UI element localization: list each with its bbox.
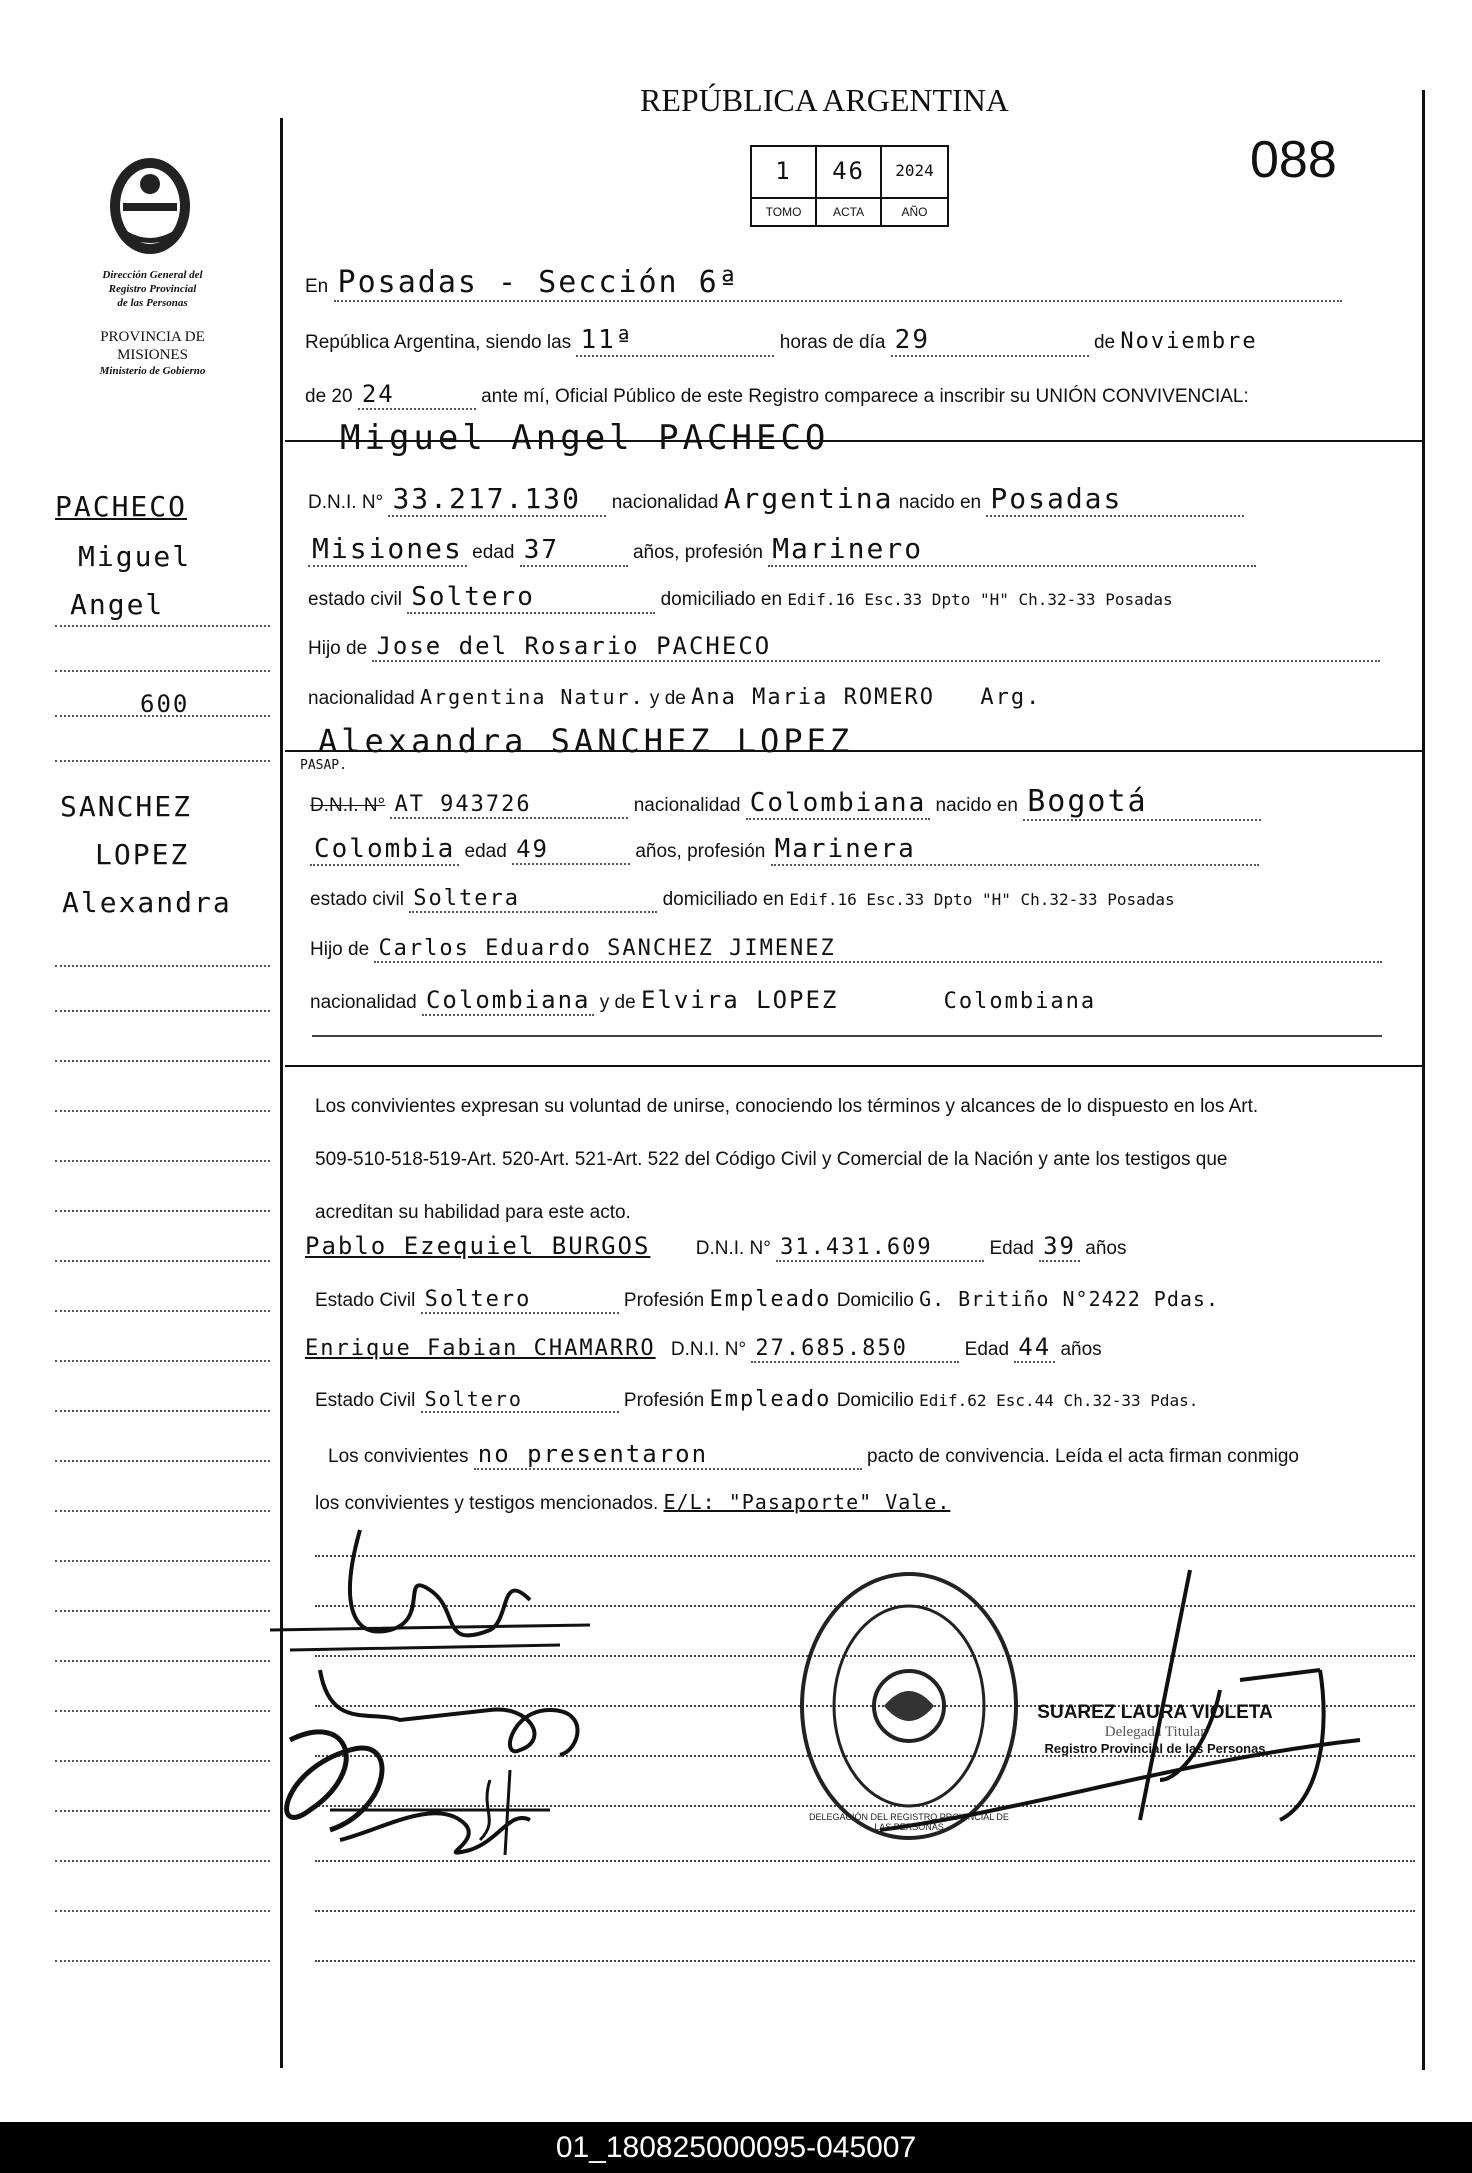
right-frame-line [1422, 90, 1425, 2070]
w1-civil: Soltero [421, 1287, 619, 1314]
w1-years-label: años [1085, 1238, 1127, 1259]
declaration-line-3: acreditan su habilidad para este acto. [315, 1202, 631, 1223]
p2-dni-value: AT 943726 [390, 792, 628, 819]
p2-birthplace2: Colombia [310, 834, 459, 866]
p2-dom-label: domiciliado en [662, 889, 785, 910]
official-registry: Registro Provincial de las Personas [1044, 1741, 1266, 1756]
p1-line-1 [308, 482, 1244, 517]
p2-age-label: edad [464, 841, 507, 862]
p2-nat2-label: nacionalidad [310, 992, 417, 1013]
margin-line [55, 1360, 270, 1362]
p1-line-3 [308, 582, 1173, 614]
w2-dni: 27.685.850 [751, 1336, 959, 1363]
intro-line-1 [305, 265, 1415, 302]
closing-presented: no presentaron [474, 1440, 862, 1470]
margin-line [55, 1410, 270, 1412]
declaration-line-2: 509-510-518-519-Art. 520-Art. 521-Art. 522 del Código Civil y Comercial de la Nación y ante los testigos que [315, 1149, 1228, 1170]
person2-full-name: Alexandra SANCHEZ LOPEZ [318, 722, 854, 760]
w1-civil-label: Estado Civil [315, 1290, 416, 1311]
w1-dni-label: D.N.I. N° [695, 1238, 771, 1259]
w2-line-1 [305, 1333, 1102, 1363]
p2-mother-nat: Colombiana [943, 989, 1097, 1014]
p2-nat-label: nacionalidad [633, 795, 741, 816]
country-title: REPÚBLICA ARGENTINA [640, 82, 1009, 118]
acta-cell [817, 147, 882, 225]
w1-line-2 [315, 1287, 1219, 1314]
divider-3 [285, 1065, 1425, 1067]
p1-line-5 [308, 685, 1041, 710]
p1-nat-label: nacionalidad [611, 492, 719, 513]
month-value: Noviembre [1120, 329, 1258, 354]
margin-line [55, 1960, 270, 1962]
w2-name: Enrique Fabian CHAMARRO [305, 1336, 656, 1361]
place-value: Posadas - Sección 6ª [334, 265, 1342, 302]
official-signature-icon [880, 1560, 1400, 1880]
p2-profession: Marinera [771, 834, 1259, 866]
official-title: Delegada Titular [1104, 1724, 1206, 1740]
en-label: En [305, 276, 329, 297]
w2-age-label: Edad [964, 1339, 1010, 1360]
year-value: 24 [358, 380, 476, 410]
acta-value: 46 [832, 157, 865, 185]
signature-line [315, 1960, 1415, 1962]
p2-civil-label: estado civil [310, 889, 404, 910]
w1-profession: Empleado [709, 1287, 832, 1312]
p1-profession: Marinero [768, 532, 1256, 567]
footer-code: 01_180825000095-045007 [0, 2122, 1472, 2173]
margin-p1-surname: PACHECO [55, 490, 188, 523]
margin-line [55, 760, 270, 762]
w2-domicile: Edif.62 Esc.44 Ch.32-33 Pdas. [919, 1391, 1199, 1410]
p2-dni-label: D.N.I. N° [310, 795, 386, 816]
de-label: de [1093, 332, 1116, 353]
province-line-1: PROVINCIA DE [100, 329, 205, 345]
p1-son-label: Hijo de [308, 638, 368, 659]
w1-domicile: G. Britiño N°2422 Pdas. [919, 1287, 1220, 1311]
w1-line-1 [305, 1232, 1126, 1262]
closing-note: E/L: "Pasaporte" Vale. [663, 1490, 951, 1514]
margin-line [55, 965, 270, 967]
w1-dni: 31.431.609 [776, 1235, 984, 1262]
intro-text: ante mí, Oficial Público de este Registro comparece a inscribir su UNIÓN CONVIVENCIAL: [481, 386, 1249, 407]
p1-prof-label: años, profesión [632, 542, 763, 563]
declaration-line-1: Los convivientes expresan su voluntad de unirse, conociendo los términos y alcances de lo dispuesto en los Art. [315, 1096, 1259, 1117]
republica-label: República Argentina, siendo las [305, 332, 572, 353]
margin-p2-surname1: SANCHEZ [60, 790, 193, 823]
p1-born-label: nacido en [898, 492, 982, 513]
p2-birthplace: Bogotá [1023, 784, 1261, 821]
closing-line-1 [328, 1440, 1299, 1470]
signature-line [315, 1910, 1415, 1912]
p1-father: Jose del Rosario PACHECO [372, 632, 1380, 662]
closing-prefix: Los convivientes [328, 1446, 469, 1467]
w2-civil-label: Estado Civil [315, 1390, 416, 1411]
p1-line-4 [308, 632, 1380, 662]
margin-p2-surname2: LOPEZ [95, 838, 190, 871]
p1-and-label: y de [649, 688, 686, 709]
margin-line [55, 670, 270, 672]
p1-mother-nat: Arg. [980, 685, 1042, 710]
p2-son-label: Hijo de [310, 939, 370, 960]
tomo-label: TOMO [752, 197, 815, 225]
logo-line-1: Dirección General del [102, 269, 203, 281]
year-prefix: de 20 [305, 386, 353, 407]
intro-line-2 [305, 325, 1258, 357]
anio-label: AÑO [882, 197, 947, 225]
province-line-2: MISIONES [117, 347, 188, 363]
p2-line-4 [310, 936, 1382, 963]
hour-value: 11ª [576, 325, 774, 357]
margin-line [55, 1160, 270, 1162]
anio-cell [882, 147, 947, 225]
w1-dom-label: Domicilio [836, 1290, 914, 1311]
p2-prof-label: años, profesión [635, 841, 766, 862]
w2-prof-label: Profesión [623, 1390, 705, 1411]
p2-pasap-note: PASAP. [300, 758, 347, 773]
p1-birthplace: Posadas [986, 482, 1244, 517]
margin-line [55, 625, 270, 627]
w2-profession: Empleado [709, 1387, 832, 1412]
p1-civil: Soltero [407, 582, 655, 614]
p2-line-1 [310, 784, 1261, 821]
p1-birthplace2: Misiones [308, 532, 467, 567]
p1-domicile: Edif.16 Esc.33 Dpto "H" Ch.32-33 Posadas [787, 590, 1173, 609]
closing-line2: los convivientes y testigos mencionados. [315, 1493, 659, 1514]
p1-age-label: edad [472, 542, 515, 563]
p1-nationality: Argentina [723, 482, 894, 515]
document-number: 088 [1250, 131, 1337, 189]
seal-text: DELEGACIÓN DEL REGISTRO PROVINCIAL DE LAS PERSONAS [809, 1812, 1009, 1832]
p1-age: 37 [520, 535, 628, 567]
official-name: SUAREZ LAURA VIOLETA [1037, 1702, 1273, 1723]
person1-full-name: Miguel Angel PACHECO [340, 418, 830, 458]
w2-line-2 [315, 1387, 1198, 1413]
anio-value: 2024 [895, 161, 934, 180]
intro-line-3 [305, 380, 1249, 410]
p2-civil: Soltera [409, 886, 657, 913]
tomo-value: 1 [775, 157, 792, 185]
p2-nationality: Colombiana [746, 788, 931, 820]
p2-mother: Elvira LOPEZ [640, 986, 839, 1014]
p2-born-label: nacido en [935, 795, 1018, 816]
w1-name: Pablo Ezequiel BURGOS [305, 1232, 651, 1260]
declaration-block [315, 1080, 1415, 1239]
tomo-acta-box [750, 145, 949, 227]
p1-mother: Ana Maria ROMERO [691, 685, 936, 710]
p2-and-label: y de [599, 992, 636, 1013]
margin-line [55, 1010, 270, 1012]
p1-father-nat: Argentina Natur. [419, 685, 645, 709]
margin-line [55, 1210, 270, 1212]
logo-line-3: de las Personas [117, 297, 188, 309]
p2-line-5 [310, 986, 1096, 1014]
closing-suffix: pacto de convivencia. Leída el acta firman conmigo [867, 1446, 1300, 1467]
w1-prof-label: Profesión [623, 1290, 705, 1311]
p1-dni-label: D.N.I. N° [308, 492, 384, 513]
p2-father-nat: Colombiana [422, 986, 595, 1016]
logo-line-2: Registro Provincial [108, 283, 197, 295]
p1-nat2-label: nacionalidad [308, 688, 415, 709]
w2-dom-label: Domicilio [836, 1390, 914, 1411]
w2-civil: Soltero [421, 1387, 619, 1413]
p1-civil-label: estado civil [308, 589, 402, 610]
margin-line [55, 1460, 270, 1462]
margin-number: 600 [140, 690, 190, 718]
margin-p1-name1: Miguel [78, 540, 192, 573]
margin-line [55, 1910, 270, 1912]
margin-line [55, 1310, 270, 1312]
tomo-cell [752, 147, 817, 225]
p2-father: Carlos Eduardo SANCHEZ JIMENEZ [374, 936, 1382, 963]
p2-line-3 [310, 886, 1175, 913]
w2-years-label: años [1060, 1339, 1102, 1360]
coat-of-arms-icon [105, 148, 195, 258]
hours-label: horas de día [779, 332, 886, 353]
p2-line-2 [310, 834, 1259, 866]
ministry-line: Ministerio de Gobierno [99, 365, 206, 377]
p1-line-2 [308, 532, 1256, 567]
day-value: 29 [891, 325, 1089, 357]
w1-age: 39 [1039, 1232, 1080, 1262]
w2-age: 44 [1014, 1333, 1055, 1363]
margin-p2-name: Alexandra [62, 886, 232, 919]
margin-line [55, 1260, 270, 1262]
p1-dom-label: domiciliado en [660, 589, 783, 610]
logo-text-block [60, 268, 245, 378]
p2-domicile: Edif.16 Esc.33 Dpto "H" Ch.32-33 Posadas [789, 890, 1175, 909]
w2-dni-label: D.N.I. N° [670, 1339, 747, 1360]
margin-p1-name2: Angel [70, 588, 165, 621]
margin-line [55, 1060, 270, 1062]
p2-age: 49 [512, 835, 630, 865]
margin-line [55, 715, 270, 717]
p2-blank-line [312, 1035, 1382, 1037]
w1-age-label: Edad [989, 1238, 1034, 1259]
acta-label: ACTA [817, 197, 880, 225]
p1-dni-value: 33.217.130 [388, 482, 606, 517]
margin-line [55, 1110, 270, 1112]
